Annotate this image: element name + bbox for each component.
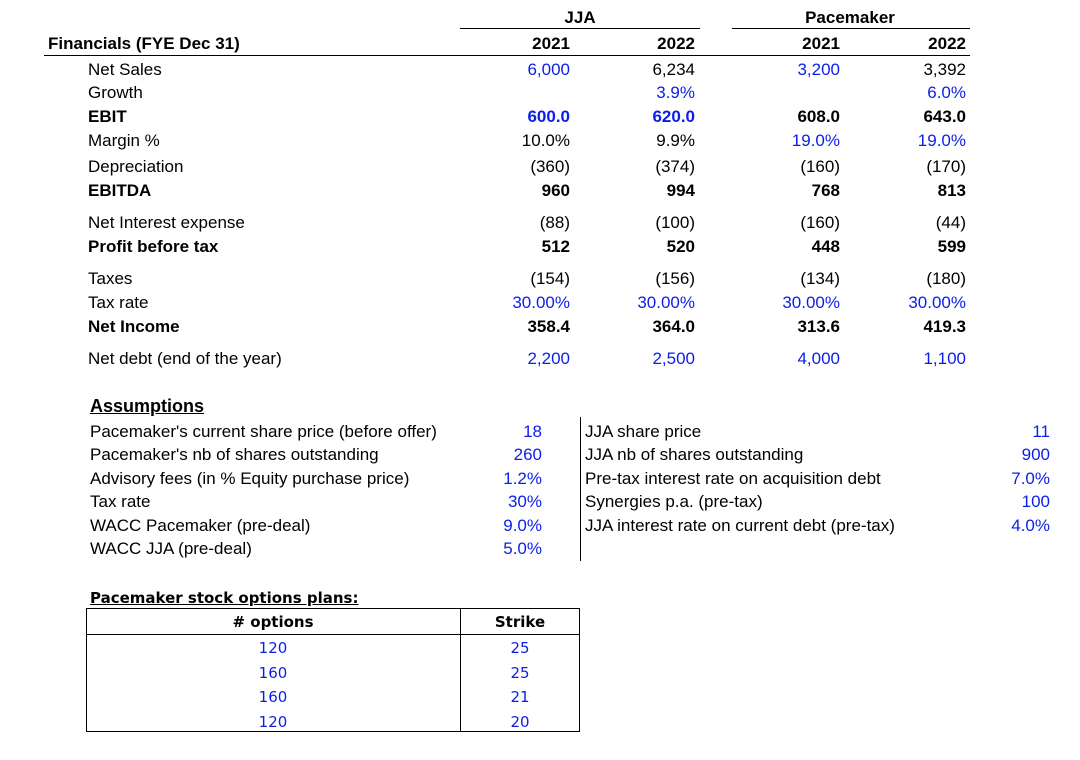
- pacemaker-group-rule: [732, 28, 970, 29]
- assumptions-title: Assumptions: [90, 396, 205, 416]
- row-label: EBIT: [88, 107, 127, 126]
- assumption-value: 260: [513, 445, 542, 465]
- value-cell: 520: [666, 237, 695, 256]
- value-cell: (44): [935, 213, 966, 232]
- value-cell: 813: [937, 181, 966, 200]
- value-cell: 620.0: [652, 107, 695, 126]
- group-header-pacemaker: Pacemaker: [805, 8, 895, 27]
- strike-col-header: Strike: [494, 613, 546, 631]
- row-label: Margin %: [88, 131, 160, 150]
- value-cell: (134): [800, 269, 840, 288]
- value-cell: 10.0%: [521, 131, 570, 150]
- assumption-value: 30%: [507, 492, 542, 512]
- value-cell: 358.4: [527, 317, 570, 336]
- value-cell: 4,000: [797, 349, 840, 368]
- value-cell: 313.6: [797, 317, 840, 336]
- value-cell: (156): [655, 269, 695, 288]
- value-cell: (88): [539, 213, 570, 232]
- value-cell: 6,234: [652, 60, 695, 79]
- assumption-label: WACC JJA (pre-deal): [90, 539, 252, 558]
- value-cell: (170): [926, 157, 966, 176]
- assumption-label: JJA interest rate on current debt (pre-tax): [585, 515, 895, 535]
- value-cell: 512: [541, 237, 570, 256]
- value-cell: 6,000: [527, 60, 570, 79]
- value-cell: 30.00%: [512, 293, 570, 312]
- row-label: Taxes: [88, 269, 133, 288]
- row-label: Net debt (end of the year): [88, 349, 282, 368]
- value-cell: 30.00%: [637, 293, 695, 312]
- assumption-label: Pacemaker's nb of shares outstanding: [90, 445, 379, 465]
- value-cell: 1,100: [923, 349, 966, 368]
- assumption-label: Synergies p.a. (pre-tax): [585, 492, 763, 512]
- assumption-value: 7.0%: [1011, 468, 1050, 488]
- row-label: EBITDA: [88, 181, 152, 200]
- row-label: Net Income: [88, 317, 180, 336]
- value-cell: (160): [800, 157, 840, 176]
- year-header: 2022: [657, 34, 695, 53]
- value-cell: 3.9%: [656, 83, 695, 102]
- strike-cell: 25: [510, 639, 530, 657]
- assumption-value: 1.2%: [503, 468, 542, 488]
- row-label: Depreciation: [88, 157, 184, 176]
- assumption-label: JJA nb of shares outstanding: [585, 445, 804, 465]
- value-cell: 6.0%: [927, 83, 966, 102]
- options-count-cell: 160: [258, 688, 288, 706]
- strike-cell: 21: [510, 688, 530, 706]
- value-cell: 600.0: [527, 107, 570, 126]
- value-cell: 448: [811, 237, 840, 256]
- assumption-value: 900: [1021, 445, 1050, 465]
- value-cell: 599: [937, 237, 966, 256]
- value-cell: 419.3: [923, 317, 966, 336]
- value-cell: 608.0: [797, 107, 840, 126]
- value-cell: 19.0%: [791, 131, 840, 150]
- value-cell: 994: [666, 181, 695, 200]
- assumption-value: 11: [1032, 422, 1050, 441]
- value-cell: 768: [811, 181, 840, 200]
- row-label: Net Interest expense: [88, 213, 245, 232]
- value-cell: 30.00%: [908, 293, 966, 312]
- value-cell: 3,200: [797, 60, 840, 79]
- year-header: 2021: [802, 34, 840, 53]
- group-header-jja: JJA: [564, 8, 596, 27]
- value-cell: (160): [800, 213, 840, 232]
- assumption-label: Pre-tax interest rate on acquisition debt: [585, 468, 881, 488]
- value-cell: 364.0: [652, 317, 695, 336]
- row-label: Tax rate: [88, 293, 149, 312]
- value-cell: (180): [926, 269, 966, 288]
- assumption-label: Pacemaker's current share price (before offer): [90, 422, 437, 441]
- value-cell: 2,500: [652, 349, 695, 368]
- assumption-value: 4.0%: [1011, 515, 1050, 535]
- options-title: Pacemaker stock options plans:: [90, 589, 359, 607]
- value-cell: 3,392: [923, 60, 966, 79]
- row-label: Growth: [88, 83, 143, 102]
- assumption-label: Tax rate: [90, 492, 151, 512]
- assumption-label: WACC Pacemaker (pre-deal): [90, 515, 311, 535]
- strike-cell: 25: [510, 663, 530, 682]
- options-count-cell: 120: [258, 712, 288, 731]
- options-col-header: # options: [232, 613, 314, 631]
- financials-title: Financials (FYE Dec 31): [48, 34, 240, 53]
- value-cell: (374): [655, 157, 695, 176]
- year-header: 2022: [928, 34, 966, 53]
- row-label: Profit before tax: [88, 237, 219, 256]
- assumption-label: JJA share price: [585, 422, 702, 441]
- value-cell: 960: [541, 181, 570, 200]
- value-cell: 30.00%: [782, 293, 840, 312]
- value-cell: 9.9%: [656, 131, 695, 150]
- value-cell: (154): [530, 269, 570, 288]
- strike-cell: 20: [510, 712, 530, 731]
- jja-group-rule: [460, 28, 700, 29]
- assumption-value: 9.0%: [503, 515, 542, 535]
- value-cell: 19.0%: [917, 131, 966, 150]
- year-header: 2021: [532, 34, 570, 53]
- options-count-cell: 120: [258, 639, 288, 657]
- value-cell: 2,200: [527, 349, 570, 368]
- value-cell: (100): [655, 213, 695, 232]
- options-count-cell: 160: [258, 663, 288, 682]
- row-label: Net Sales: [88, 60, 162, 79]
- assumption-label: Advisory fees (in % Equity purchase price): [90, 468, 410, 488]
- assumption-value: 18: [523, 422, 542, 441]
- value-cell: 643.0: [923, 107, 966, 126]
- options-header-rule: [86, 634, 580, 635]
- assumptions-divider: [580, 417, 581, 561]
- assumption-value: 5.0%: [503, 539, 542, 558]
- assumption-value: 100: [1021, 492, 1050, 512]
- value-cell: (360): [530, 157, 570, 176]
- header-rule: [44, 55, 970, 56]
